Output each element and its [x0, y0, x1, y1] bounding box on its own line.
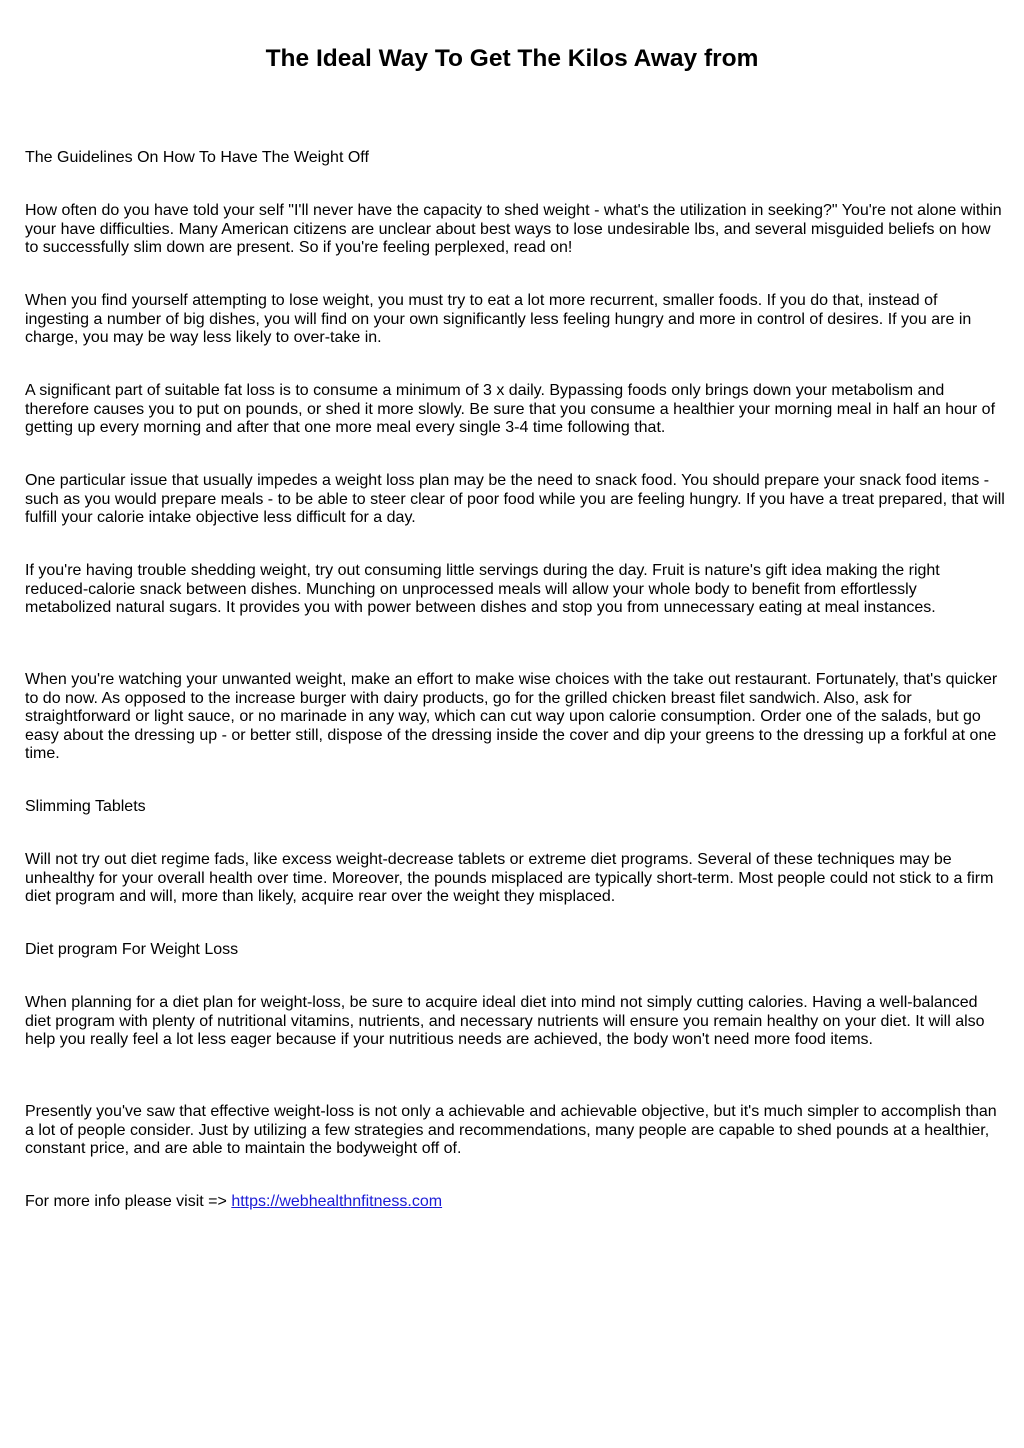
paragraph-closing: Presently you've saw that effective weight-loss is not only a achievable and achievable objective, but it's much simpler to accomplish than a lot of people consider. Just by utilizing a few strategies and recommendations, many people are capable to shed pounds at a healthier, constant price, and are able to maintain the bodyweight off of. [25, 1103, 997, 1158]
paragraph-diet: When planning for a diet plan for weight-loss, be sure to acquire ideal diet into mind not simply cutting calories. Having a well-balanced diet program with plenty of nutritional vitamins, nutrients, and necessary nutrients will ensure you remain healthy on your diet. It will also help you really feel a lot less eager because if your nutritious needs are achieved, the body won't need more food items. [25, 994, 985, 1049]
paragraph-5: If you're having trouble shedding weight, try out consuming little servings during the day. Fruit is nature's gift idea making the right reduced-calorie snack between dishes. Munching on unprocessed meals will allow your whole body to benefit from effortlessly metabolized natural sugars. It provides you with power between dishes and stop you from unnecessary eating at meal instances. [25, 562, 940, 617]
document-title: The Ideal Way To Get The Kilos Away from [265, 45, 759, 72]
paragraph-2: When you find yourself attempting to lose weight, you must try to eat a lot more recurrent, smaller foods. If you do that, instead of ingesting a number of big dishes, you will find on your own significantly less feeling hungry and more in control of desires. If you are in charge, you may be way less likely to over-take in. [25, 292, 972, 347]
more-info-line [25, 1193, 1005, 1212]
more-info-prefix: For more info please visit => [25, 1193, 232, 1210]
paragraph-slimming: Will not try out diet regime fads, like excess weight-decrease tablets or extreme diet programs. Several of these techniques may be unhealthy for your overall health over time. Moreover, the pounds misplaced are typically short-term. Most people could not stick to a firm diet program and will, more than likely, acquire rear over the weight they misplaced. [25, 851, 994, 906]
heading-slimming-tablets: Slimming Tablets [25, 798, 146, 815]
more-info-link[interactable]: https://webhealthnfitness.com [231, 1193, 443, 1210]
paragraph-1: How often do you have told your self "I'll never have the capacity to shed weight - what's the utilization in seeking?" You're not alone within your have difficulties. Many American citizens are unclear about best ways to lose undesirable lbs, and several misguided beliefs on how to successfully slim down are present. So if you're feeling perplexed, read on! [25, 202, 1002, 257]
paragraph-4: One particular issue that usually impedes a weight loss plan may be the need to snack food. You should prepare your snack food items - such as you would prepare meals - to be able to steer clear of poor food while you are feeling hungry. If you have a treat prepared, that will fulfill your calorie intake objective less difficult for a day. [25, 472, 1005, 527]
heading-guidelines: The Guidelines On How To Have The Weight Off [25, 149, 369, 166]
paragraph-3: A significant part of suitable fat loss is to consume a minimum of 3 x daily. Bypassing foods only brings down your metabolism and therefore causes you to put on pounds, or shed it more slowly. Be sure that you consume a healthier your morning meal in half an hour of getting up every morning and after that one more meal every single 3-4 time following that. [25, 382, 996, 437]
paragraph-6: When you're watching your unwanted weight, make an effort to make wise choices with the take out restaurant. Fortunately, that's quicker to do now. As opposed to the increase burger with dairy products, go for the grilled chicken breast filet sandwich. Also, ask for straightforward or light sauce, or no marinade in any way, which can cut way upon calorie consumption. Order one of the salads, but go easy about the dressing up - or better still, dispose of the dressing inside the cover and dip your greens to the dressing up a forkful at one time. [25, 671, 998, 763]
heading-diet-program: Diet program For Weight Loss [25, 941, 239, 958]
